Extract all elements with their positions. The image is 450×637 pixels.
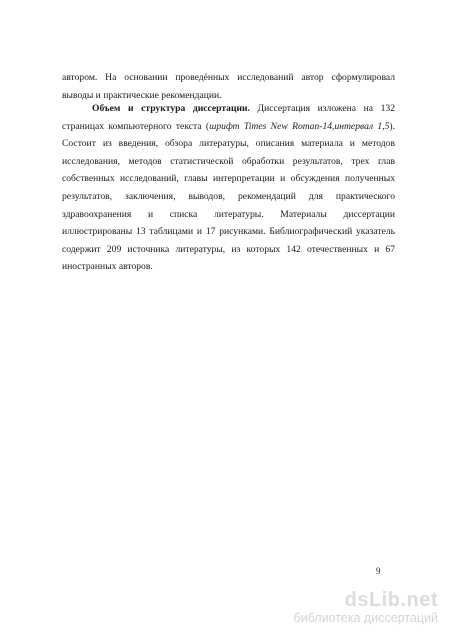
text-line: содержит 209 источника литературы, из которых 142 отечественных и 67 — [62, 243, 395, 255]
text-line: выводы и практические рекомендации. — [62, 89, 222, 101]
text-line: иностранных авторов. — [62, 261, 153, 273]
section-heading: Объем и структура диссертации. — [92, 103, 250, 114]
watermark-logo: dsLib.net — [344, 589, 438, 611]
text-line: автором. На основании проведённых исследований автор сформулировал — [62, 72, 395, 83]
watermark-subtitle: библиотека диссертаций — [293, 611, 438, 625]
text-line: результатов, заключения, выводов, рекомендаций для практического — [62, 190, 395, 202]
text-line: иллюстрированы 13 таблицами и 17 рисунками. Библиографический указатель — [62, 226, 395, 238]
text-span: страницах компьютерного текста ( — [62, 120, 210, 132]
text-line: исследования, методов статистической обработки результатов, трех глав — [62, 155, 395, 167]
text-line — [62, 100, 395, 118]
font-spec: шрифт Times New Roman-14,интервал 1,5 — [209, 120, 390, 132]
text-span: ). — [389, 120, 396, 132]
text-line — [62, 118, 395, 136]
text-span: Диссертация изложена на 132 — [249, 103, 395, 114]
text-line: собственных исследований, главы интерпретации и обсуждения полученных — [62, 173, 395, 185]
paragraph-structure — [62, 100, 395, 276]
paragraph-continuation — [62, 69, 395, 104]
page-number: 9 — [376, 566, 381, 576]
text-line: Состоит из введения, обзора литературы, описания материала и методов — [62, 138, 395, 150]
text-line: здравоохранения и списка литературы. Материалы диссертации — [62, 208, 395, 220]
watermark — [238, 590, 438, 626]
